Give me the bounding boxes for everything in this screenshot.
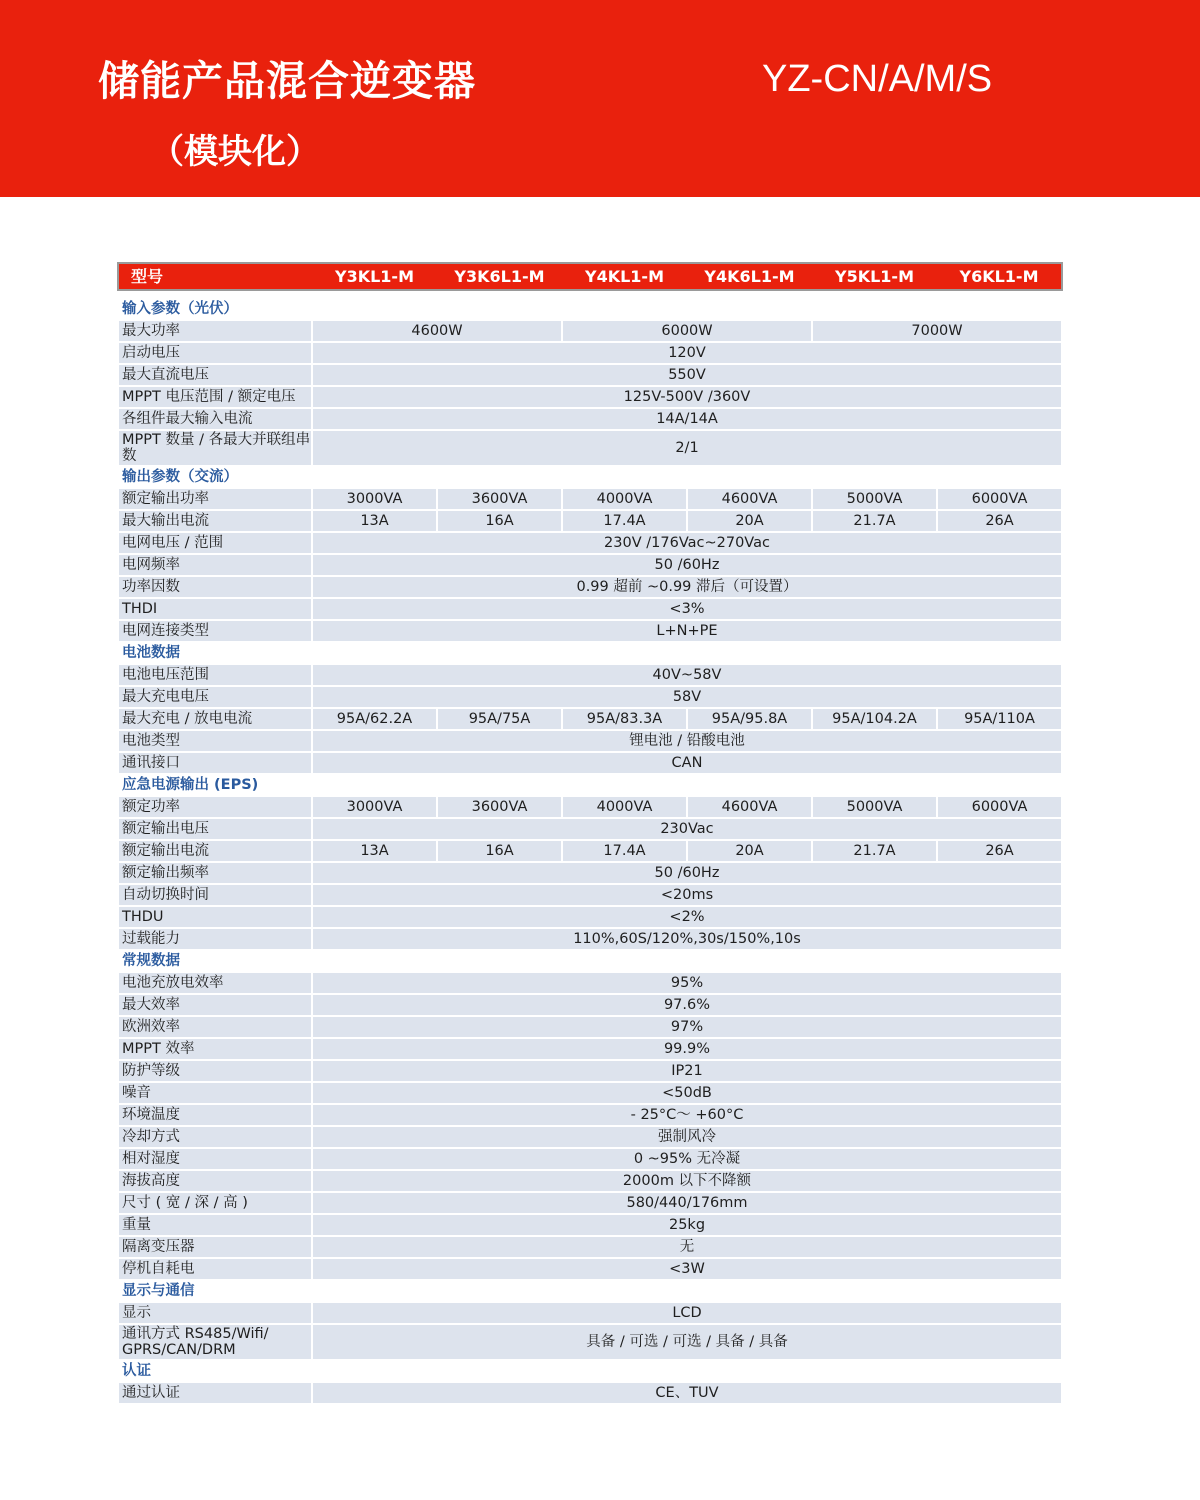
table-row — [118, 364, 1062, 386]
row-value: 13A — [312, 840, 437, 862]
header-model: Y3K6L1-M — [437, 263, 562, 290]
table-row — [118, 730, 1062, 752]
header-model: Y3KL1-M — [312, 263, 437, 290]
row-label: 启动电压 — [118, 342, 312, 364]
row-label: 最大功率 — [118, 320, 312, 342]
table-row — [118, 1082, 1062, 1104]
row-label: 欧洲效率 — [118, 1016, 312, 1038]
row-value: 7000W — [812, 320, 1062, 342]
row-value: <2% — [312, 906, 1062, 928]
section-header-row — [118, 642, 1062, 664]
row-value: 5000VA — [812, 796, 937, 818]
row-value: 97% — [312, 1016, 1062, 1038]
row-value: 2/1 — [312, 430, 1062, 466]
page-title: 储能产品混合逆变器 — [98, 57, 476, 105]
table-row — [118, 1324, 1062, 1360]
row-value: <3% — [312, 598, 1062, 620]
row-label: 停机自耗电 — [118, 1258, 312, 1280]
table-row — [118, 386, 1062, 408]
table-row — [118, 752, 1062, 774]
row-value: 锂电池 / 铅酸电池 — [312, 730, 1062, 752]
row-label: MPPT 数量 / 各最大并联组串数 — [118, 430, 312, 466]
row-value: 13A — [312, 510, 437, 532]
header-model: Y5KL1-M — [812, 263, 937, 290]
table-row — [118, 1126, 1062, 1148]
table-row — [118, 708, 1062, 730]
row-value: 125V-500V /360V — [312, 386, 1062, 408]
table-row — [118, 1192, 1062, 1214]
row-label: 自动切换时间 — [118, 884, 312, 906]
row-value: 0.99 超前 ~0.99 滞后（可设置） — [312, 576, 1062, 598]
table-row — [118, 1060, 1062, 1082]
row-value: IP21 — [312, 1060, 1062, 1082]
row-value: 14A/14A — [312, 408, 1062, 430]
row-value: - 25°C～ +60°C — [312, 1104, 1062, 1126]
table-row — [118, 1148, 1062, 1170]
row-value: 580/440/176mm — [312, 1192, 1062, 1214]
row-value: 95A/83.3A — [562, 708, 687, 730]
table-row — [118, 686, 1062, 708]
table-row — [118, 1258, 1062, 1280]
section-title: 显示与通信 — [118, 1280, 1062, 1302]
header-banner — [0, 0, 1200, 197]
row-value: 25kg — [312, 1214, 1062, 1236]
row-value: 95% — [312, 972, 1062, 994]
row-value: 21.7A — [812, 510, 937, 532]
table-row — [118, 906, 1062, 928]
section-title: 输出参数（交流） — [118, 466, 1062, 488]
row-value: 2000m 以下不降额 — [312, 1170, 1062, 1192]
row-value: 95A/95.8A — [687, 708, 812, 730]
section-title: 常规数据 — [118, 950, 1062, 972]
row-label: MPPT 效率 — [118, 1038, 312, 1060]
table-row — [118, 1016, 1062, 1038]
row-label: 海拔高度 — [118, 1170, 312, 1192]
row-label: 电池电压范围 — [118, 664, 312, 686]
table-row — [118, 1170, 1062, 1192]
row-label: 电池充放电效率 — [118, 972, 312, 994]
table-row — [118, 510, 1062, 532]
table-row — [118, 620, 1062, 642]
row-label: MPPT 电压范围 / 额定电压 — [118, 386, 312, 408]
row-value: 4600VA — [687, 796, 812, 818]
row-value: 3000VA — [312, 796, 437, 818]
row-label: 防护等级 — [118, 1060, 312, 1082]
table-row — [118, 994, 1062, 1016]
row-value: 16A — [437, 510, 562, 532]
row-value: 50 /60Hz — [312, 862, 1062, 884]
row-value: 3600VA — [437, 488, 562, 510]
row-value: 230Vac — [312, 818, 1062, 840]
row-label: 相对湿度 — [118, 1148, 312, 1170]
page-subtitle: （模块化） — [150, 132, 320, 172]
table-row — [118, 1214, 1062, 1236]
row-value: 强制风冷 — [312, 1126, 1062, 1148]
row-value: LCD — [312, 1302, 1062, 1324]
row-value: <20ms — [312, 884, 1062, 906]
row-value: 40V~58V — [312, 664, 1062, 686]
row-value: 无 — [312, 1236, 1062, 1258]
table-row — [118, 430, 1062, 466]
row-label: 通讯接口 — [118, 752, 312, 774]
row-value: 4000VA — [562, 796, 687, 818]
table-row — [118, 1038, 1062, 1060]
row-label: 显示 — [118, 1302, 312, 1324]
table-row — [118, 488, 1062, 510]
table-row — [118, 532, 1062, 554]
section-header-row — [118, 1280, 1062, 1302]
table-row — [118, 928, 1062, 950]
row-label: 最大输出电流 — [118, 510, 312, 532]
row-label: 额定输出功率 — [118, 488, 312, 510]
row-value: CAN — [312, 752, 1062, 774]
row-label: 额定输出电压 — [118, 818, 312, 840]
row-label: 电网频率 — [118, 554, 312, 576]
row-label: THDI — [118, 598, 312, 620]
row-value: 3000VA — [312, 488, 437, 510]
row-value: <3W — [312, 1258, 1062, 1280]
row-value: 5000VA — [812, 488, 937, 510]
row-value: 20A — [687, 510, 812, 532]
header-label: 型号 — [118, 263, 312, 290]
row-value: 4000VA — [562, 488, 687, 510]
row-value: CE、TUV — [312, 1382, 1062, 1404]
row-value: 95A/104.2A — [812, 708, 937, 730]
row-value: 17.4A — [562, 510, 687, 532]
row-value: 550V — [312, 364, 1062, 386]
header-model: Y6KL1-M — [937, 263, 1062, 290]
table-row — [118, 972, 1062, 994]
table-row — [118, 342, 1062, 364]
row-value: 具备 / 可选 / 可选 / 具备 / 具备 — [312, 1324, 1062, 1360]
section-header-row — [118, 466, 1062, 488]
section-title: 电池数据 — [118, 642, 1062, 664]
row-value: 3600VA — [437, 796, 562, 818]
row-label: 隔离变压器 — [118, 1236, 312, 1258]
row-label: 各组件最大输入电流 — [118, 408, 312, 430]
row-label: 功率因数 — [118, 576, 312, 598]
header-model: Y4KL1-M — [562, 263, 687, 290]
row-value: 120V — [312, 342, 1062, 364]
table-row — [118, 1236, 1062, 1258]
table-header-row — [118, 263, 1062, 290]
row-value: 4600W — [312, 320, 562, 342]
row-label: 电池类型 — [118, 730, 312, 752]
spacer-row — [118, 290, 1062, 298]
table-row — [118, 320, 1062, 342]
row-value: 17.4A — [562, 840, 687, 862]
row-value: 26A — [937, 510, 1062, 532]
row-label: 额定输出频率 — [118, 862, 312, 884]
row-label: 电网连接类型 — [118, 620, 312, 642]
row-label: 尺寸 ( 宽 / 深 / 高 ) — [118, 1192, 312, 1214]
row-value: <50dB — [312, 1082, 1062, 1104]
table-row — [118, 1382, 1062, 1404]
row-value: 0 ~95% 无冷凝 — [312, 1148, 1062, 1170]
row-label: 电网电压 / 范围 — [118, 532, 312, 554]
row-label: 额定功率 — [118, 796, 312, 818]
table-row — [118, 1104, 1062, 1126]
row-value: 16A — [437, 840, 562, 862]
row-label: 环境温度 — [118, 1104, 312, 1126]
model-code: YZ-CN/A/M/S — [762, 58, 993, 100]
row-value: 26A — [937, 840, 1062, 862]
row-value: 95A/62.2A — [312, 708, 437, 730]
section-header-row — [118, 774, 1062, 796]
row-value: 20A — [687, 840, 812, 862]
table-row — [118, 598, 1062, 620]
row-label: 噪音 — [118, 1082, 312, 1104]
table-row — [118, 576, 1062, 598]
row-value: 6000VA — [937, 488, 1062, 510]
row-label: 最大充电 / 放电电流 — [118, 708, 312, 730]
table-row — [118, 554, 1062, 576]
table-row — [118, 840, 1062, 862]
row-value: L+N+PE — [312, 620, 1062, 642]
table-row — [118, 796, 1062, 818]
header-model: Y4K6L1-M — [687, 263, 812, 290]
section-title: 输入参数（光伏） — [118, 298, 1062, 320]
row-label: 最大充电电压 — [118, 686, 312, 708]
table-row — [118, 862, 1062, 884]
row-label: 通讯方式 RS485/Wifi/ GPRS/CAN/DRM — [118, 1324, 312, 1360]
table-row — [118, 884, 1062, 906]
row-value: 4600VA — [687, 488, 812, 510]
row-value: 95A/110A — [937, 708, 1062, 730]
section-title: 认证 — [118, 1360, 1062, 1382]
spec-table — [117, 262, 1063, 1405]
section-header-row — [118, 1360, 1062, 1382]
table-row — [118, 408, 1062, 430]
row-label: 额定输出电流 — [118, 840, 312, 862]
row-label: 冷却方式 — [118, 1126, 312, 1148]
row-label: 通过认证 — [118, 1382, 312, 1404]
row-label: 最大效率 — [118, 994, 312, 1016]
section-header-row — [118, 950, 1062, 972]
row-value: 97.6% — [312, 994, 1062, 1016]
row-value: 58V — [312, 686, 1062, 708]
row-value: 6000VA — [937, 796, 1062, 818]
table-row — [118, 1302, 1062, 1324]
table-row — [118, 818, 1062, 840]
row-label: THDU — [118, 906, 312, 928]
row-value: 230V /176Vac~270Vac — [312, 532, 1062, 554]
section-title: 应急电源输出 (EPS) — [118, 774, 1062, 796]
row-value: 110%,60S/120%,30s/150%,10s — [312, 928, 1062, 950]
table-row — [118, 664, 1062, 686]
row-value: 21.7A — [812, 840, 937, 862]
row-value: 50 /60Hz — [312, 554, 1062, 576]
section-header-row — [118, 298, 1062, 320]
row-label: 过载能力 — [118, 928, 312, 950]
row-label: 重量 — [118, 1214, 312, 1236]
row-value: 6000W — [562, 320, 812, 342]
row-value: 99.9% — [312, 1038, 1062, 1060]
row-value: 95A/75A — [437, 708, 562, 730]
row-label: 最大直流电压 — [118, 364, 312, 386]
